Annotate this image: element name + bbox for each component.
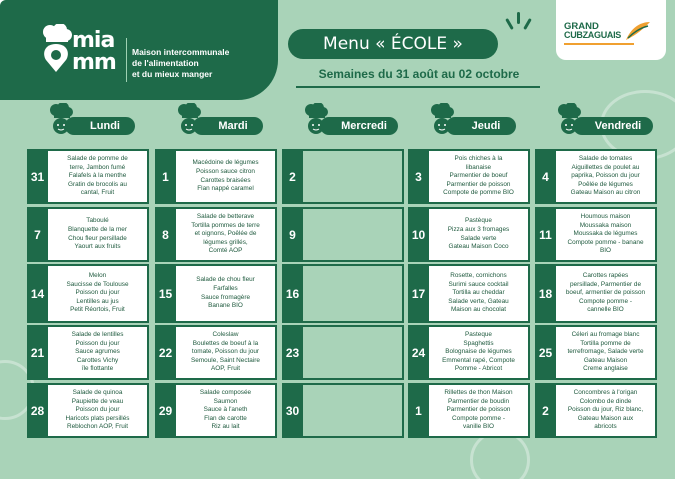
day-cell [155,149,277,204]
chef-pin-icon [38,24,74,72]
meal-text: Concombres à l'origan Colombo de dinde Poisson du jour, Riz blanc, Gateau Maison aux abricots [567,389,644,431]
date-number: 4 [542,169,549,184]
menu-title: Menu « ÉCOLE » [288,29,498,59]
tagline-line-1: Maison intercommunale [132,47,230,57]
date-number: 21 [30,345,45,360]
brand-header [0,0,278,100]
meal-box [556,151,655,202]
day-cell [282,264,404,323]
date-number: 28 [30,403,45,418]
meal-text: Salade composée Saumon Sauce à l'aneth Flan de carotte Riz au lait [199,389,252,431]
partner-leaf-icon [624,20,652,42]
meal-box [556,266,655,321]
day-cell [155,207,277,262]
date-number: 24 [411,345,426,360]
date-number: 10 [411,227,426,242]
meal-box [176,151,275,202]
date-number: 16 [285,286,300,301]
meal-text: Pastèque Pizza aux 3 fromages Salade verte Gateau Maison Coco [447,217,510,251]
meal-text: Céleri au fromage blanc Tortilla pomme de terrefromage, Salade verte Gateau Maison Creme anglaise [567,331,644,373]
date-number: 1 [162,169,169,184]
meal-text: Salade de quinoa Paupiette de veau Poisson du jour Haricots plats persillés Reblochon AOP, Fruit [65,389,130,431]
day-cell [27,207,149,262]
day-cell [155,325,277,380]
meal-box [48,385,147,436]
day-cell [282,149,404,204]
date-number: 18 [538,286,553,301]
partner-logo [556,0,666,60]
meal-text: Pasteque Spaghettis Bolognaise de légumes Emmental rapé, Compote Pomme - Abricot [442,331,515,373]
meal-box [48,209,147,260]
day-label: Vendredi [573,117,653,135]
day-cell [535,383,657,438]
tagline-line-3: et du mieux manger [132,69,213,79]
meal-box [48,327,147,378]
meal-text: Houmous maison Moussaka maison Moussaka de légumes Compote pomme - banane BIO [567,213,644,255]
day-cell [408,325,530,380]
meal-text: Salade de tomates Aiguillettes de poulet au paprika, Poisson du jour Poêlée de légumes Gateau Maison au citron [570,155,641,197]
logo-divider [126,38,127,82]
day-cell [535,149,657,204]
day-cell [282,207,404,262]
meal-text: Macédoine de légumes Poisson sauce citron Carottes braisées Flan nappé caramel [192,159,259,193]
no-service-box [303,385,402,436]
date-number: 2 [542,403,549,418]
meal-text: Salade de lentilles Poisson du jour Sauce agrumes Carottes Vichy île flottante [71,331,124,373]
day-cell [408,149,530,204]
meal-text: Melon Saucisse de Toulouse Poisson du jour Lentilles au jus Petit Réortois, Fruit [66,272,129,314]
menu-subtitle: Semaines du 31 août au 02 octobre [318,67,520,81]
logo-tagline [132,47,272,80]
logo-wordmark-line1: mia [72,28,115,53]
tagline-line-2: de l'alimentation [132,58,199,68]
date-number: 25 [538,345,553,360]
day-cell [535,264,657,323]
date-number: 17 [411,286,426,301]
date-number: 30 [285,403,300,418]
meal-box [556,209,655,260]
meal-box [429,266,528,321]
partner-name [564,22,628,40]
partner-strap [564,43,634,45]
date-number: 22 [158,345,173,360]
meal-box [429,385,528,436]
date-number: 2 [289,169,296,184]
logo-wordmark-line2: mm [72,50,116,75]
partner-name-line1: GRAND [564,21,599,32]
date-number: 7 [34,227,41,242]
meal-box [176,385,275,436]
meal-box [556,385,655,436]
day-cell [282,383,404,438]
day-cell [535,207,657,262]
meal-text: Carottes rapées persillade, Parmentier de boeuf, armentier de poisson Compote pomme - cannelle BIO [565,272,646,314]
date-number: 23 [285,345,300,360]
day-cell [535,325,657,380]
meal-box [48,151,147,202]
meal-text: Pois chiches à la libanaise Parmentier de boeuf Parmentier de poisson Compote de pomme BIO [443,155,514,197]
date-number: 9 [289,227,296,242]
meal-box [176,266,275,321]
date-number: 31 [30,169,45,184]
meal-box [429,209,528,260]
day-cell [27,325,149,380]
day-label: Mercredi [320,117,398,135]
date-number: 3 [415,169,422,184]
day-label: Jeudi [446,117,516,135]
date-number: 15 [158,286,173,301]
day-cell [408,264,530,323]
meal-text: Salade de pomme de terre, Jambon fumé Falafels à la menthe Gratin de brocolis au cantal, Fruit [67,155,128,197]
logo-wordmark [72,30,116,74]
no-service-box [303,151,402,202]
meal-box [556,327,655,378]
day-label: Mardi [193,117,263,135]
no-service-box [303,266,402,321]
meal-box [48,266,147,321]
meal-text: Salade de chou fleur Farfalles Sauce fromagère Banane BIO [196,276,255,310]
day-cell [408,207,530,262]
no-service-box [303,209,402,260]
subtitle-underline [296,86,540,88]
meal-box [176,327,275,378]
meal-text: Rosette, cornichons Surimi sauce cocktail Tortilla au cheddar Salade verte, Gateau Maison au chocolat [448,272,509,314]
meal-box [429,151,528,202]
meal-text: Salade de betterave Tortilla pommes de terre et oignons, Poêlée de légumes grillés, Comté AOP [191,213,260,255]
day-label: Lundi [65,117,135,135]
date-number: 1 [415,403,422,418]
date-number: 14 [30,286,45,301]
day-cell [27,149,149,204]
meal-text: Rillettes de thon Maison Parmentier de boudin Parmentier de poisson Compote pomme - vanille BIO [444,389,513,431]
meal-text: Taboulé Blanquette de la mer Chou fleur persillade Yaourt aux fruits [68,217,127,251]
no-service-box [303,327,402,378]
date-number: 8 [162,227,169,242]
day-cell [155,383,277,438]
meal-box [176,209,275,260]
day-cell [282,325,404,380]
day-cell [155,264,277,323]
day-cell [27,264,149,323]
partner-name-line2: CUBZAGUAIS [564,30,621,40]
day-cell [408,383,530,438]
meal-text: Coleslaw Boulettes de boeuf à la tomate, Poisson du jour Semoule, Saint Nectaire AOP, Fruit [191,331,260,373]
meal-box [429,327,528,378]
date-number: 29 [158,403,173,418]
date-number: 11 [539,227,552,242]
day-cell [27,383,149,438]
